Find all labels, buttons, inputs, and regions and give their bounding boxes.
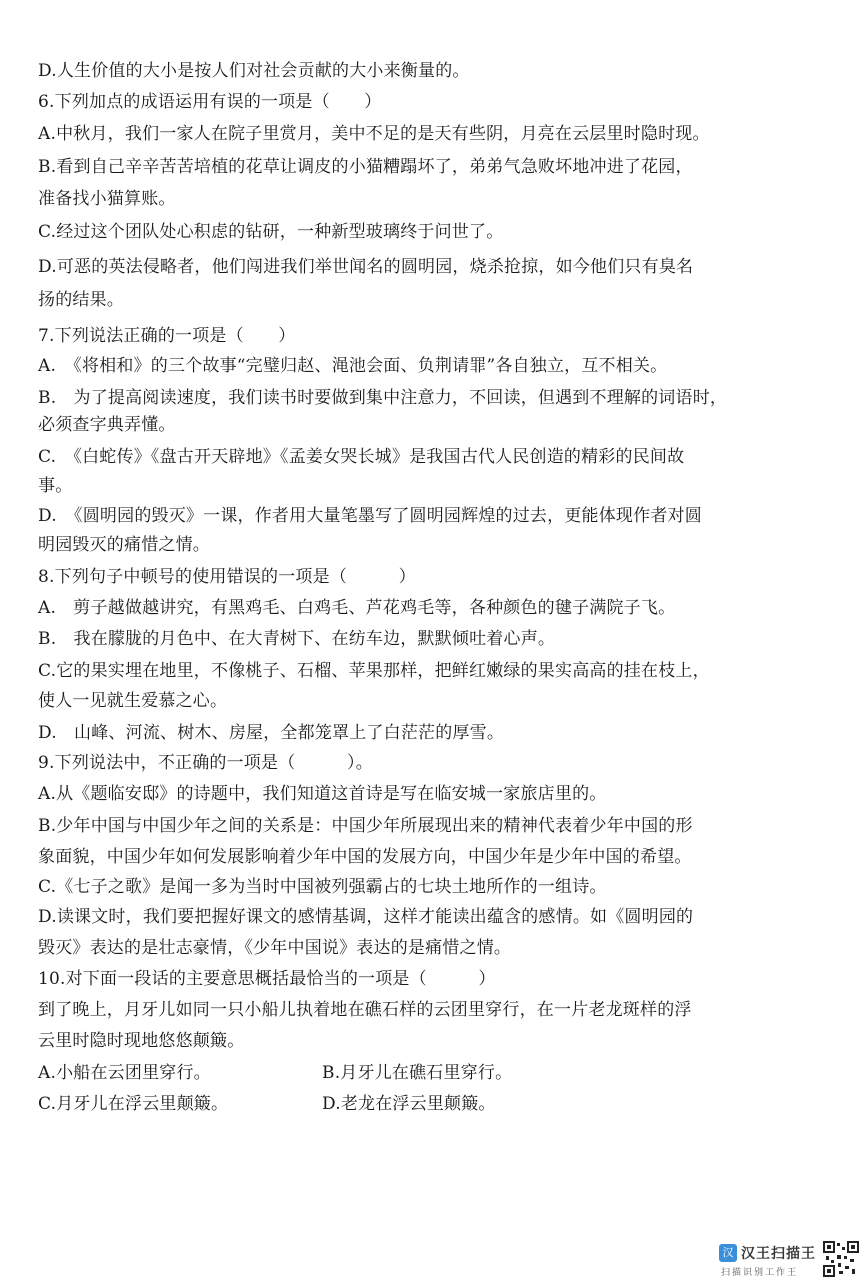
- text-line: A.从《题临安邸》的诗题中，我们知道这首诗是写在临安城一家旅店里的。: [38, 784, 607, 804]
- qr-code-icon: [823, 1241, 859, 1277]
- text-line: A. 剪子越做越讲究，有黑鸡毛、白鸡毛、芦花鸡毛等，各种颜色的毽子满院子飞。: [38, 598, 676, 618]
- question-10: 10.对下面一段话的主要意思概括最恰当的一项是（ ）: [38, 969, 496, 989]
- text-line: D.可恶的英法侵略者，他们闯进我们举世闻名的圆明园，烧杀抢掠，如今他们只有臭名: [38, 257, 694, 277]
- question-6: 6.下列加点的成语运用有误的一项是（ ）: [38, 92, 382, 112]
- watermark-logo-icon: 汉: [719, 1244, 737, 1262]
- question-9: 9.下列说法中，不正确的一项是（ ）。: [38, 753, 373, 773]
- text-line: 使人一见就生爱慕之心。: [38, 691, 228, 711]
- watermark-subtitle: 扫描识别工作王: [721, 1268, 799, 1278]
- question-7: 7.下列说法正确的一项是（ ）: [38, 326, 296, 346]
- text-line: 毁灭》表达的是壮志豪情，《少年中国说》表达的是痛惜之情。: [38, 938, 512, 958]
- text-line: B.看到自己辛辛苦苦培植的花草让调皮的小猫糟蹋坏了，弟弟气急败坏地冲进了花园，: [38, 157, 693, 177]
- option-c: C.月牙儿在浮云里颠簸。: [38, 1094, 229, 1114]
- text-line: 准备找小猫算账。: [38, 189, 176, 209]
- text-line: D. 《圆明园的毁灭》一课，作者用大量笔墨写了圆明园辉煌的过去，更能体现作者对圆: [38, 506, 702, 526]
- watermark-name: 汉王扫描王: [741, 1246, 816, 1262]
- text-line: 必须查字典弄懂。: [38, 415, 176, 435]
- text-line: 云里时隐时现地悠悠颠簸。: [38, 1031, 245, 1051]
- question-8: 8.下列句子中顿号的使用错误的一项是（ ）: [38, 567, 416, 587]
- text-line: C.它的果实埋在地里，不像桃子、石榴、苹果那样，把鲜红嫩绿的果实高高的挂在枝上，: [38, 661, 710, 681]
- text-line: A. 《将相和》的三个故事“完璧归赵、渑池会面、负荆请罪”各自独立，互不相关。: [38, 356, 668, 376]
- text-line: D. 山峰、河流、树木、房屋，全都笼罩上了白茫茫的厚雪。: [38, 723, 505, 743]
- option-b: B.月牙儿在礁石里穿行。: [322, 1063, 513, 1083]
- text-line: 事。: [38, 476, 73, 496]
- text-line: C. 《白蛇传》《盘古开天辟地》《孟姜女哭长城》是我国古代人民创造的精彩的民间故: [38, 447, 685, 467]
- text-line: 到了晚上，月牙儿如同一只小船儿执着地在礁石样的云团里穿行，在一片老龙斑样的浮: [38, 1000, 692, 1020]
- text-line: B. 为了提高阅读速度，我们读书时要做到集中注意力，不回读，但遇到不理解的词语时，: [38, 388, 728, 408]
- text-line: C.经过这个团队处心积虑的钻研，一种新型玻璃终于问世了。: [38, 222, 504, 242]
- text-line: D.读课文时，我们要把握好课文的感情基调，这样才能读出蕴含的感情。如《圆明园的: [38, 907, 694, 927]
- text-line: A.中秋月，我们一家人在院子里赏月，美中不足的是天有些阴，月亮在云层里时隐时现。: [38, 124, 710, 144]
- text-line: B. 我在朦胧的月色中、在大青树下、在纺车边，默默倾吐着心声。: [38, 629, 556, 649]
- text-line: D.人生价值的大小是按人们对社会贡献的大小来衡量的。: [38, 61, 470, 81]
- text-line: B.少年中国与中国少年之间的关系是：中国少年所展现出来的精神代表着少年中国的形: [38, 816, 693, 836]
- text-line: C.《七子之歌》是闻一多为当时中国被列强霸占的七块土地所作的一组诗。: [38, 877, 607, 897]
- text-line: 明园毁灭的痛惜之情。: [38, 535, 210, 555]
- text-line: 象面貌，中国少年如何发展影响着少年中国的发展方向，中国少年是少年中国的希望。: [38, 847, 692, 867]
- option-d: D.老龙在浮云里颠簸。: [322, 1094, 496, 1114]
- option-a: A.小船在云团里穿行。: [38, 1063, 211, 1083]
- scanner-watermark: [719, 1241, 859, 1281]
- text-line: 扬的结果。: [38, 290, 124, 310]
